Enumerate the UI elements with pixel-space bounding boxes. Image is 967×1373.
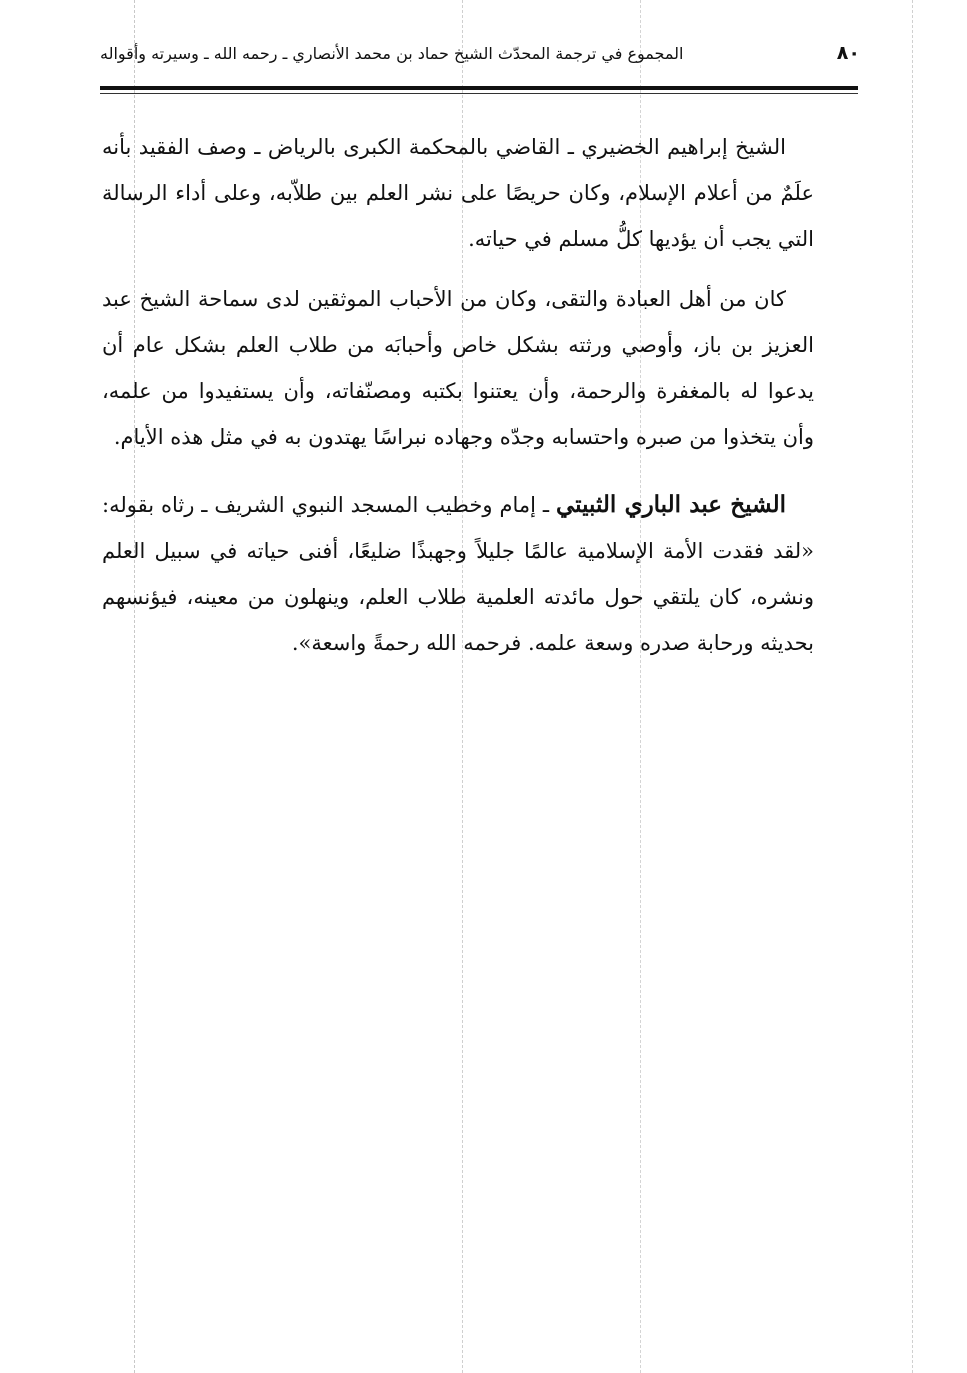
paragraph-text: الشيخ إبراهيم الخضيري ـ القاضي بالمحكمة الكبرى بالرياض ـ وصف الفقيد بأنه علَمٌ من أعلام الإسلام، وكان حريصًا على نشر العلم بين طلاّبه، وعلى أداء الرسالة التي يجب أن يؤديها كلُّ مسلم في حياته.	[102, 135, 814, 251]
running-header-title: المجموع في ترجمة المحدّث الشيخ حماد بن محمد الأنصاري ـ رحمه الله ـ وسيرته وأقواله	[100, 43, 684, 63]
paragraph	[102, 124, 814, 262]
page-number: ٨٠	[836, 42, 860, 64]
paragraph-text: ـ إمام وخطيب المسجد النبوي الشريف ـ رثاه بقوله: «لقد فقدت الأمة الإسلامية عالمًا جليلاً وجهبذًا ضليعًا، أفنى حياته في سبيل العلم ونشره، كان يلتقي حول مائدته العلمية طلاب العلم، وينهلون من معينه، فيؤنسهم بحديثه ورحابة صدره وسعة علمه. فرحمه الله رحمةً واسعة».	[102, 493, 814, 655]
scan-artifact-line	[912, 0, 913, 1373]
person-name: الشيخ عبد الباري الثبيتي	[555, 491, 786, 518]
body-text	[102, 124, 814, 680]
paragraph-text: كان من أهل العبادة والتقى، وكان من الأحباب الموثقين لدى سماحة الشيخ عبد العزيز بن باز، وأوصي ورثته بشكل خاص وأحبابَه من طلاب العلم بشكل عام أن يدعوا له بالمغفرة والرحمة، وأن يعتنوا بكتبه ومصنّفاته، وأن يستفيدوا من علمه، وأن يتخذوا من صبره واحتسابه وجدّه وجهاده نبراسًا يهتدون به في مثل هذه الأيام.	[102, 287, 814, 449]
running-header	[100, 36, 860, 70]
paragraph	[102, 276, 814, 460]
header-divider-thin	[100, 93, 858, 94]
header-divider	[100, 86, 858, 90]
paragraph	[102, 482, 814, 666]
